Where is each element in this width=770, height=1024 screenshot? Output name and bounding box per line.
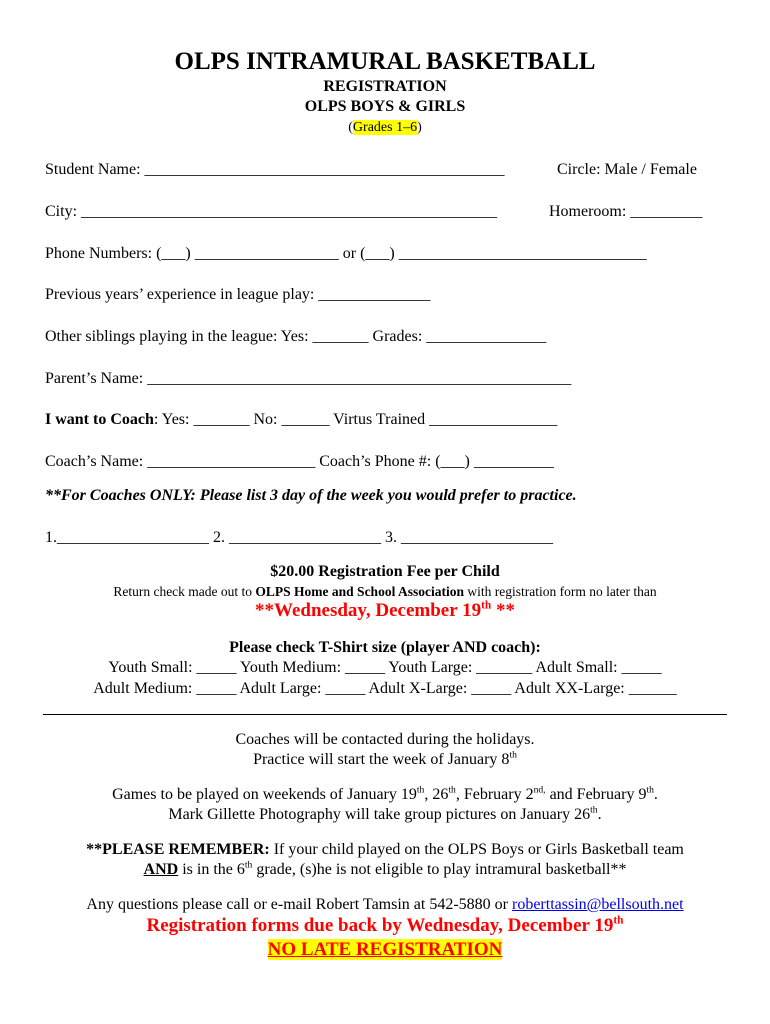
photo-post: .: [597, 806, 602, 823]
due-text: Registration forms due back by Wednesday, December 19: [146, 915, 614, 936]
coach-options[interactable]: : Yes: _______ No: ______ Virtus Trained ________________: [153, 411, 558, 428]
grades-close: ): [417, 120, 422, 135]
questions-text: Any questions please call or e-mail Robert Tamsin at 542-5880 or: [86, 896, 512, 913]
coaches-contacted: Coaches will be contacted during the holidays.: [235, 731, 535, 748]
parent-name-field[interactable]: Parent’s Name: _____________________________________________________: [45, 370, 572, 387]
page-title: OLPS INTRAMURAL BASKETBALL: [174, 48, 596, 75]
grades-open: (: [348, 120, 353, 135]
city-field[interactable]: City: ____________________________________________________: [45, 203, 498, 220]
deadline-pre: **Wednesday, December 19: [255, 600, 482, 621]
due-back-line: [0, 915, 770, 937]
practice-sup: th: [509, 749, 517, 761]
fee-title: $20.00 Registration Fee per Child: [270, 563, 500, 580]
photo-note: [0, 806, 770, 824]
remember-label: **PLEASE REMEMBER:: [86, 841, 270, 858]
deadline-post: **: [491, 600, 515, 621]
return-post: with registration form no later than: [463, 584, 657, 599]
return-check-line: [0, 584, 770, 600]
no-late-registration: NO LATE REGISTRATION: [267, 939, 503, 960]
phone-field[interactable]: Phone Numbers: (___) __________________ or (___) _______________________________: [45, 245, 647, 262]
return-pre: Return check made out to: [113, 584, 256, 599]
practice-start: [0, 751, 770, 769]
email-link[interactable]: roberttassin@bellsouth.net: [512, 896, 684, 913]
coach-name-field[interactable]: Coach’s Name: _____________________ Coach’s Phone #: (___) __________: [45, 453, 554, 470]
grades-line: [0, 120, 770, 136]
siblings-field[interactable]: Other siblings playing in the league: Yes: _______ Grades: _______________: [45, 328, 547, 345]
remember-line1: [0, 841, 770, 859]
games-schedule: [0, 786, 770, 804]
experience-field[interactable]: Previous years’ experience in league play: ______________: [45, 286, 431, 303]
photo-text: Mark Gillette Photography will take group pictures on January 26: [168, 806, 591, 823]
deadline-sup: th: [481, 599, 492, 612]
subtitle-registration: REGISTRATION: [323, 78, 447, 95]
grade-sup: th: [244, 859, 253, 871]
games-b: , 26: [424, 786, 449, 803]
no-late-line: [0, 939, 770, 961]
games-d: and February 9: [545, 786, 647, 803]
student-name-field[interactable]: Student Name: _____________________________________________: [45, 161, 505, 178]
questions-line: [0, 896, 770, 914]
tshirt-sizes-line2[interactable]: Adult Medium: _____ Adult Large: _____ Adult X-Large: _____ Adult XX-Large: ______: [93, 680, 677, 697]
and-word: AND: [143, 861, 179, 878]
games-sup1: th: [416, 784, 425, 796]
practice-days-field[interactable]: 1.___________________ 2. ___________________ 3. ___________________: [45, 529, 553, 546]
remember-line2: [0, 861, 770, 879]
remember-text: If your child played on the OLPS Boys or Girls Basketball team: [269, 841, 684, 858]
tshirt-sizes-line1[interactable]: Youth Small: _____ Youth Medium: _____ Youth Large: _______ Adult Small: _____: [108, 659, 662, 676]
games-c: , February 2: [455, 786, 534, 803]
games-sup4: th: [646, 784, 654, 796]
grade-pre: is in the 6: [178, 861, 245, 878]
homeroom-field[interactable]: Homeroom: _________: [549, 203, 703, 220]
deadline-date: [0, 600, 770, 622]
grade-post: grade, (s)he is not eligible to play intramural basketball**: [252, 861, 627, 878]
coach-label: I want to Coach: [45, 411, 154, 428]
games-a: Games to be played on weekends of January 19: [112, 786, 417, 803]
coach-field[interactable]: [45, 411, 557, 429]
due-sup: th: [613, 914, 624, 927]
coaches-only-note: **For Coaches ONLY: Please list 3 day of the week you would prefer to practice.: [45, 487, 577, 504]
tshirt-title: Please check T-Shirt size (player AND coach):: [229, 639, 541, 656]
divider: [43, 714, 727, 715]
games-sup2: th: [448, 784, 456, 796]
gender-field[interactable]: Circle: Male / Female: [557, 161, 697, 178]
subtitle-boys-girls: OLPS BOYS & GIRLS: [304, 98, 466, 115]
grades-highlight: Grades 1–6: [352, 120, 418, 135]
return-org: OLPS Home and School Association: [255, 584, 464, 599]
games-sup3: nd,: [533, 784, 546, 796]
photo-sup: th: [590, 804, 598, 816]
games-e: .: [653, 786, 658, 803]
practice-text: Practice will start the week of January 8: [253, 751, 510, 768]
